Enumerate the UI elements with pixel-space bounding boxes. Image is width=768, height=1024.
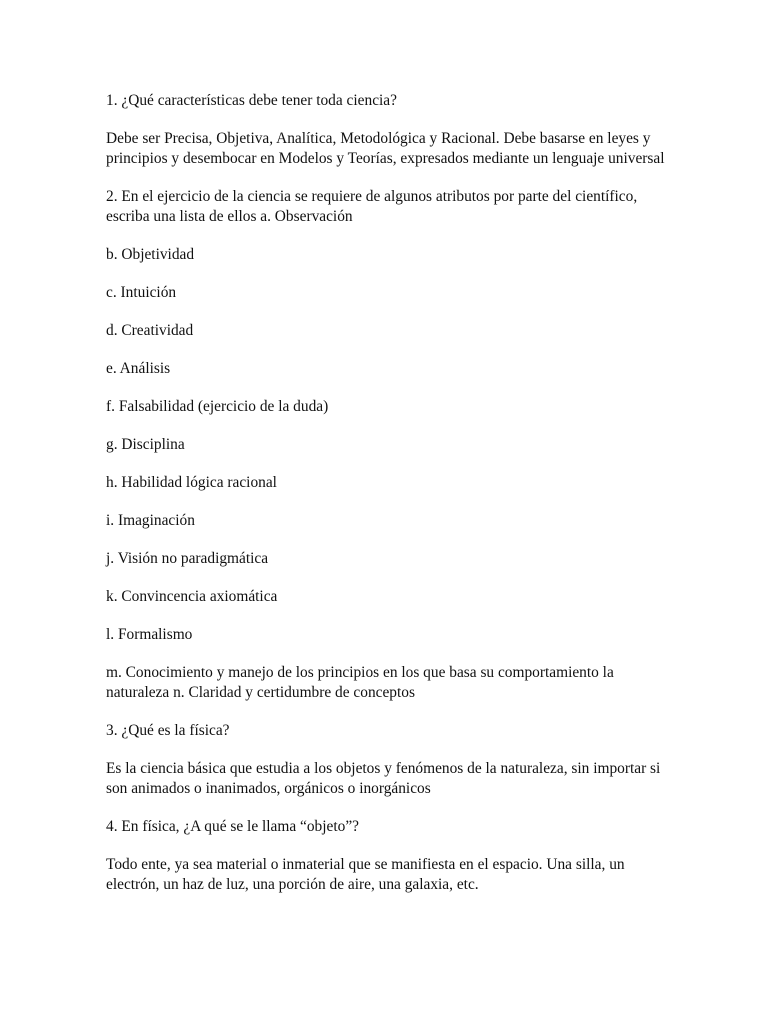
list-item-i: i. Imaginación [106,512,195,529]
list-item-b: b. Objetividad [106,246,195,263]
answer-4: Todo ente, ya sea material o inmaterial que se manifiesta en el espacio. Una silla, un electrón, un haz de luz, una porción de aire, una galaxia, etc. [106,856,625,893]
list-item-m: m. Conocimiento y manejo de los principios en los que basa su comportamiento la naturaleza n. Claridad y certidumbre de conceptos [106,664,614,701]
list-item-e: e. Análisis [106,360,171,377]
list-item-g: g. Disciplina [106,436,185,453]
list-item-f: f. Falsabilidad (ejercicio de la duda) [106,398,329,415]
document-page [106,91,666,913]
answer-3: Es la ciencia básica que estudia a los objetos y fenómenos de la naturaleza, sin importar si son animados o inanimados, orgánicos o inorgánicos [106,760,661,797]
list-item-h: h. Habilidad lógica racional [106,474,277,491]
list-item-d: d. Creatividad [106,322,194,339]
list-item-k: k. Convincencia axiomática [106,588,278,605]
list-item-l: l. Formalismo [106,626,193,643]
answer-1: Debe ser Precisa, Objetiva, Analítica, Metodológica y Racional. Debe basarse en leyes y principios y desembocar en Modelos y Teorías, expresados mediante un lenguaje universal [106,130,665,167]
question-2: 2. En el ejercicio de la ciencia se requiere de algunos atributos por parte del científico, escriba una lista de ellos a. Observación [106,188,638,225]
question-3: 3. ¿Qué es la física? [106,722,230,739]
list-item-c: c. Intuición [106,284,177,301]
question-1: 1. ¿Qué características debe tener toda ciencia? [106,92,397,109]
list-item-j: j. Visión no paradigmática [106,550,269,567]
question-4: 4. En física, ¿A qué se le llama “objeto”? [106,818,359,835]
